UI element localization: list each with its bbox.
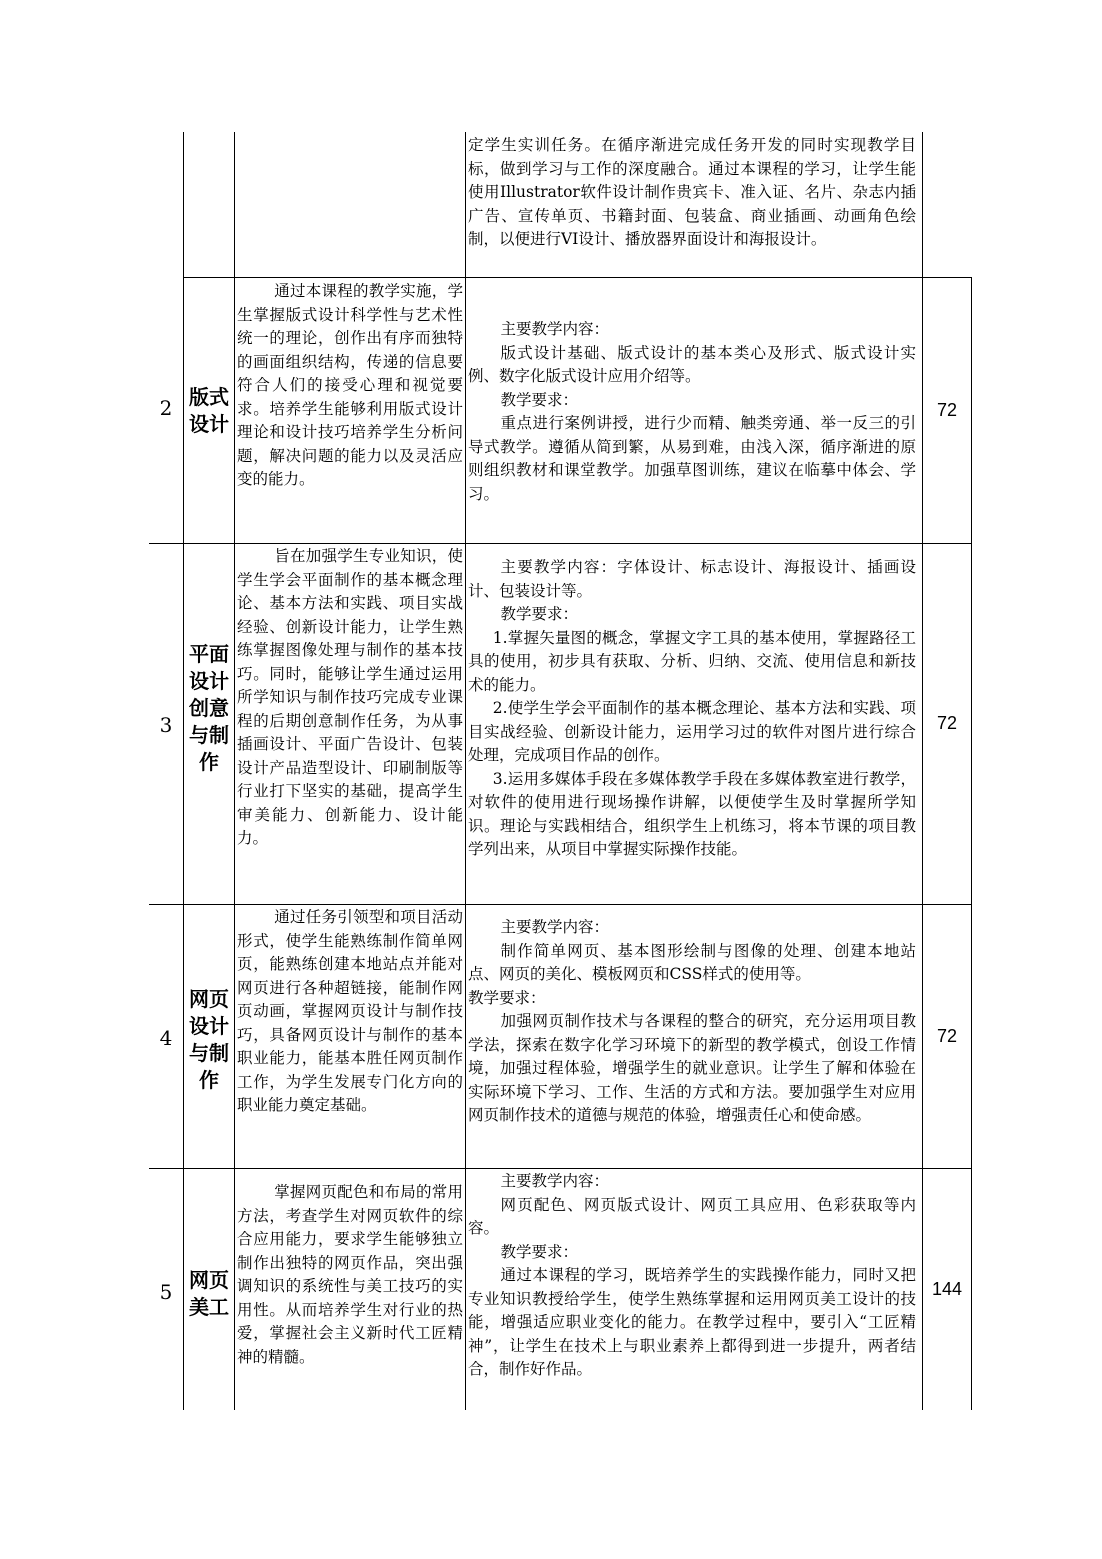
content-paragraph: 加强网页制作技术与各课程的整合的研究，充分运用项目教学法，探索在数字化学习环境下的新型的教学模式，创设工作情境，加强过程体验，增强学生的就业意识。让学生了解和体验在实际环境下学习、工作、生活的方式和方法。要加强学生对应用网页制作技术的道德与规范的体验，增强责任心和使命感。	[468, 1012, 916, 1124]
content-paragraph: 教学要求：	[468, 988, 546, 1007]
row-divider	[183, 277, 972, 278]
content-paragraph: 通过本课程的学习，既培养学生的实践操作能力，同时又把专业知识教授给学生，使学生熟练掌握和运用网页美工设计的技能，增强适应职业变化的能力。在教学过程中，要引入“工匠精神”，让学生在技术上与职业素养上都得到进一步提升，两者结合，制作好作品。	[468, 1266, 916, 1378]
hours-cell: 72	[936, 400, 958, 420]
row-divider	[149, 904, 972, 905]
row-divider	[149, 543, 972, 544]
course-name-line: 设计	[189, 1014, 229, 1038]
content-cell	[468, 1170, 916, 1382]
course-name-line: 网页	[189, 987, 229, 1011]
course-name-line: 设计	[189, 412, 229, 436]
row-number: 2	[159, 397, 173, 420]
row-number: 5	[159, 1281, 173, 1304]
table-border-col3	[465, 132, 466, 1410]
course-name-line: 与制	[189, 1041, 229, 1065]
content-cell	[468, 318, 916, 506]
course-name-line: 作	[199, 1068, 219, 1092]
goal-cell	[237, 906, 463, 1118]
goal-text: 通过任务引领型和项目活动形式，使学生能熟练制作简单网页，能熟练创建本地站点并能对网页进行各种超链接，能制作网页动画，掌握网页设计与制作技巧，具备网页设计与制作的基本职业能力，能基本胜任网页制作工作，为学生发展专门化方向的职业能力奠定基础。	[237, 908, 463, 1114]
course-name-line: 平面	[189, 642, 229, 666]
goal-text: 通过本课程的教学实施，学生掌握版式设计科学性与艺术性统一的理论，创作出有序而独特的画面组织结构，传递的信息要符合人们的接受心理和视觉要求。培养学生能够利用版式设计理论和设计技巧培养学生分析问题，解决问题的能力以及灵活应变的能力。	[237, 282, 463, 488]
table-border-right	[971, 277, 972, 1410]
content-cell	[468, 556, 916, 862]
content-paragraph: 1.掌握矢量图的概念，掌握文字工具的基本使用，掌握路径工具的使用，初步具有获取、分析、归纳、交流、使用信息和新技术的能力。	[468, 628, 916, 694]
content-cell	[468, 916, 916, 1128]
content-cell	[468, 134, 916, 252]
content-paragraph: 2.使学生学会平面制作的基本概念理论、基本方法和实践、项目实战经验、创新设计能力，运用学习过的软件对图片进行综合处理，完成项目作品的创作。	[468, 699, 916, 764]
hours-cell: 144	[931, 1279, 963, 1299]
goal-text: 掌握网页配色和布局的常用方法，考查学生对网页软件的综合应用能力，要求学生能够独立制作出独特的网页作品，突出强调知识的系统性与美工技巧的实用性。从而培养学生对行业的热爱，掌握社会主义新时代工匠精神的精髓。	[237, 1183, 463, 1366]
goal-text: 旨在加强学生专业知识，使学生学会平面制作的基本概念理论、基本方法和实践、项目实战经验、创新设计能力，让学生熟练掌握图像处理与制作的基本技巧。同时，能够让学生通过运用所学知识与制作技巧完成专业课程的后期创意制作任务，为从事插画设计、平面广告设计、包装设计产品造型设计、印刷制版等行业打下坚实的基础，提高学生审美能力、创新能力、设计能力。	[237, 547, 463, 847]
content-paragraph: 主要教学内容：	[500, 918, 610, 936]
content-paragraph: 网页配色、网页版式设计、网页工具应用、色彩获取等内容。	[468, 1195, 916, 1237]
content-paragraph: 主要教学内容：	[500, 320, 610, 338]
goal-cell	[237, 280, 463, 492]
content-paragraph: 3.运用多媒体手段在多媒体教学手段在多媒体教室进行教学，对软件的使用进行现场操作讲解，以便使学生及时掌握所学知识。理论与实践相结合，组织学生上机练习，将本节课的项目教学列出来，从项目中掌握实际操作技能。	[468, 769, 916, 858]
content-paragraph: 主要教学内容：	[500, 1172, 610, 1190]
course-name-line: 创意	[189, 696, 229, 720]
course-name	[186, 986, 232, 1094]
table-border-col2	[234, 132, 235, 1410]
content-paragraph: 制作简单网页、基本图形绘制与图像的处理、创建本地站点、网页的美化、模板网页和CSS样式的使用等。	[468, 941, 916, 983]
course-name	[186, 1267, 232, 1321]
content-paragraph: 版式设计基础、版式设计的基本类心及形式、版式设计实例、数字化版式设计应用介绍等。	[468, 343, 916, 385]
content-paragraph: 教学要求：	[500, 1242, 579, 1261]
course-name-line: 作	[199, 750, 219, 774]
course-name-line: 设计	[189, 669, 229, 693]
course-name-line: 美工	[189, 1295, 229, 1319]
content-paragraph: 教学要求：	[500, 390, 579, 409]
content-paragraph: 主要教学内容：字体设计、标志设计、海报设计、插画设计、包装设计等。	[468, 558, 916, 600]
table-border-col4	[922, 132, 923, 1410]
content-paragraph: 教学要求：	[500, 605, 579, 623]
row-divider	[149, 1168, 972, 1169]
course-name	[186, 384, 232, 438]
hours-cell: 72	[936, 713, 958, 733]
content-paragraph: 重点进行案例讲授，进行少而精、触类旁通、举一反三的引导式教学。遵循从简到繁，从易到难，由浅入深，循序渐进的原则组织教材和课堂教学。加强草图训练，建议在临摹中体会、学习。	[468, 414, 916, 503]
course-name-line: 网页	[189, 1268, 229, 1292]
goal-cell	[237, 545, 463, 851]
goal-cell	[237, 1181, 463, 1369]
course-name-line: 与制	[189, 723, 229, 747]
row-number: 4	[159, 1027, 173, 1050]
table-border-left	[183, 132, 184, 1410]
course-name	[186, 641, 232, 776]
content-paragraph: 定学生实训任务。在循序渐进完成任务开发的同时实现教学目标，做到学习与工作的深度融合。通过本课程的学习，让学生能使用Illustrator软件设计制作贵宾卡、准入证、名片、杂志内插广告、宣传单页、书籍封面、包装盒、商业插画、动画角色绘制，以便进行VI设计、播放器界面设计和海报设计。	[468, 136, 916, 248]
hours-cell: 72	[936, 1026, 958, 1046]
row-number: 3	[159, 714, 173, 737]
course-name-line: 版式	[189, 385, 229, 409]
